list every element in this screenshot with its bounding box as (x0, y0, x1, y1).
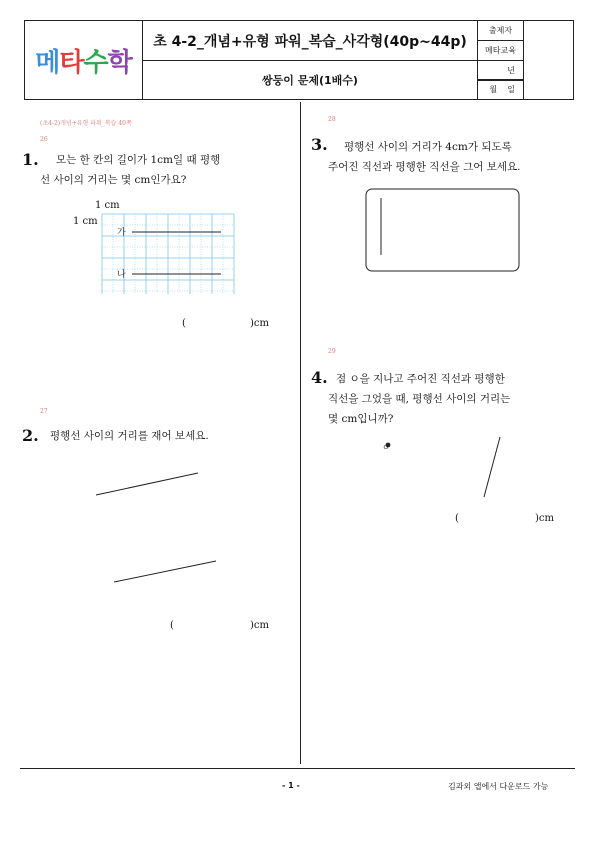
question-number-1: 1. (22, 150, 39, 169)
question-3-line-1: 평행선 사이의 거리가 4cm가 되도록 (344, 141, 512, 153)
worksheet-title: 초 4-2_개념+유형 파워_복습_사각형(40p~44p) (142, 20, 478, 61)
logo-char: 타 (59, 47, 84, 78)
answer-open-1: ( (182, 318, 186, 329)
page-number: - 1 - (282, 781, 300, 790)
answer-close-2: )cm (250, 620, 269, 631)
point-and-line-figure (380, 434, 510, 504)
question-number-2: 2. (22, 426, 39, 445)
question-code-29: 29 (328, 348, 336, 355)
drawing-box-figure (365, 188, 521, 274)
footer-note: 김과외 앱에서 다운로드 가능 (448, 782, 549, 791)
label-ga: 가 (117, 228, 126, 238)
grid-label-top: 1 cm (95, 200, 120, 211)
author-value: 메타교육 (477, 40, 524, 61)
logo-char: 수 (83, 47, 108, 78)
question-1-line-2: 선 사이의 거리는 몇 cm인가요? (40, 174, 187, 186)
answer-close-4: )cm (535, 513, 554, 524)
question-4-line-3: 몇 cm입니까? (328, 413, 394, 425)
worksheet-header (24, 20, 574, 100)
question-code-27: 27 (40, 408, 48, 415)
question-4-line-1: 점 ㅇ을 지나고 주어진 직선과 평행한 (336, 373, 505, 385)
label-na: 나 (117, 270, 126, 280)
worksheet-subtitle: 쌍둥이 문제(1배수) (142, 60, 478, 100)
question-number-4: 4. (311, 368, 328, 387)
logo-char: 메 (35, 47, 60, 78)
grid-figure (100, 212, 240, 294)
column-divider (300, 102, 301, 764)
logo-text (35, 42, 132, 79)
question-code-26: 26 (40, 136, 48, 143)
drawing-box[interactable] (366, 189, 519, 271)
source-note: (초4-2)개념+유형 파워_복습 40쪽 (40, 120, 132, 127)
question-1-line-1: 모는 한 칸의 길이가 1cm일 때 평행 (56, 154, 221, 166)
parallel-line-bottom (114, 561, 216, 582)
score-box (523, 20, 574, 100)
year-label: 년 (477, 60, 524, 81)
logo (24, 20, 143, 100)
question-4-line-2: 직선을 그었을 때, 평행선 사이의 거리는 (328, 393, 511, 405)
answer-open-2: ( (170, 620, 174, 631)
answer-open-4: ( (455, 513, 459, 524)
given-slanted-line (484, 437, 500, 497)
author-label: 출제자 (477, 20, 524, 41)
grid-label-left: 1 cm (73, 216, 98, 227)
answer-close-1: )cm (250, 318, 269, 329)
date-label: 월 일 (477, 79, 524, 100)
logo-char: 학 (107, 47, 132, 78)
question-number-3: 3. (311, 135, 328, 154)
question-3-line-2: 주어진 직선과 평행한 직선을 그어 보세요. (328, 161, 521, 173)
parallel-lines-figure (90, 465, 225, 590)
question-code-28: 28 (328, 116, 336, 123)
question-2-line-1: 평행선 사이의 거리를 재어 보세요. (50, 430, 209, 442)
grid-lines (102, 214, 234, 294)
point-o-label: ㅇ (382, 443, 390, 452)
footer-rule (20, 768, 575, 769)
parallel-line-top (96, 473, 198, 495)
